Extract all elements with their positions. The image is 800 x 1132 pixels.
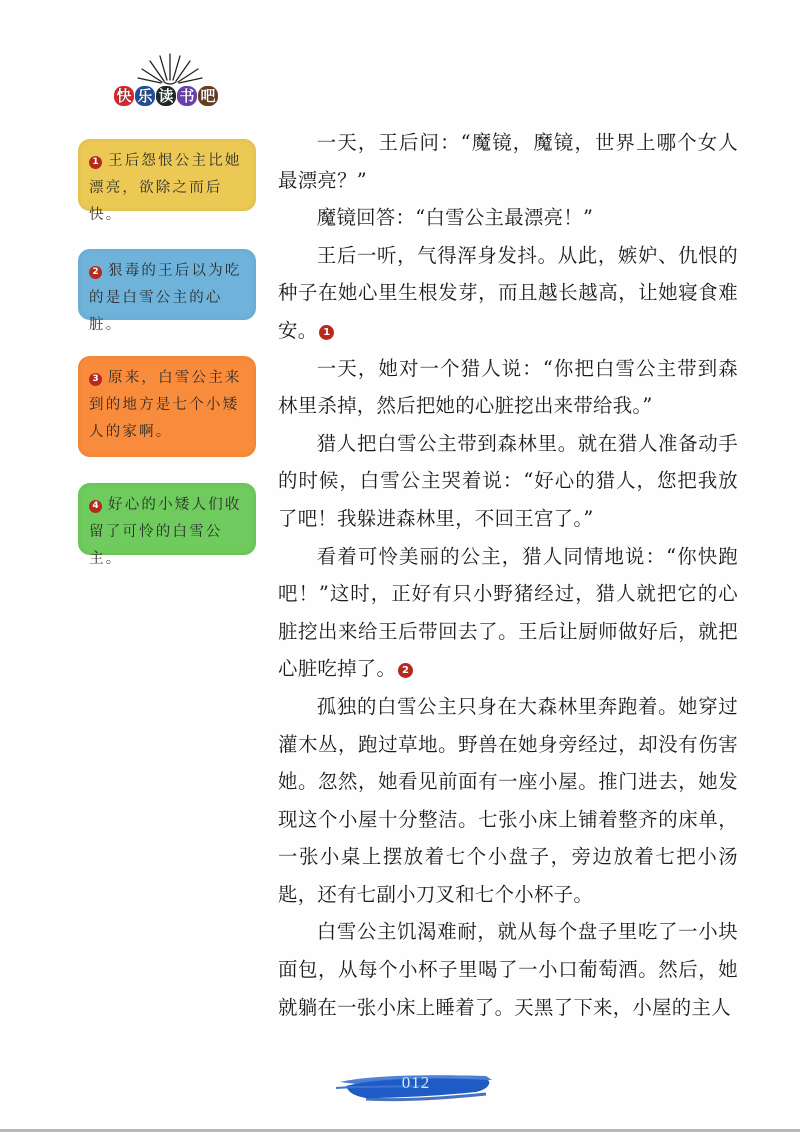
paragraph <box>278 124 738 199</box>
story-text <box>278 124 738 1026</box>
side-note-4 <box>78 483 256 567</box>
paragraph <box>278 425 738 538</box>
paragraph-text: 魔镜回答：“白雪公主最漂亮！” <box>316 206 594 230</box>
note-number-badge: 3 <box>89 373 102 386</box>
paragraph-text: 猎人把白雪公主带到森林里。就在猎人准备动手的时候，白雪公主哭着说：“好心的猎人，您把我放了吧！我躲进森林里，不回王宫了。” <box>278 431 738 530</box>
note-number-badge: 4 <box>89 500 102 513</box>
logo-char: 快 <box>114 86 134 106</box>
logo-char: 书 <box>177 86 197 106</box>
paragraph-text: 王后一听，气得浑身发抖。从此，嫉妒、仇恨的种子在她心里生根发芽，而且越长越高，让她寝食难安。 <box>278 243 738 342</box>
sunrise-rays-icon <box>134 50 206 86</box>
section-logo <box>112 50 232 112</box>
note-marker-2[interactable]: 2 <box>398 663 413 678</box>
note-number-badge: 1 <box>89 156 102 169</box>
page-number-area <box>336 1068 496 1104</box>
logo-char: 乐 <box>135 86 155 106</box>
note-text: 王后怨恨公主比她漂亮，欲除之而后快。 <box>89 153 242 223</box>
note-text: 好心的小矮人们收留了可怜的白雪公主。 <box>89 497 242 567</box>
logo-title <box>114 86 218 106</box>
paragraph <box>278 199 738 237</box>
side-note-1 <box>78 139 256 223</box>
paragraph <box>278 237 738 350</box>
paragraph-text: 白雪公主饥渴难耐，就从每个盘子里吃了一小块面包，从每个小杯子里喝了一小口葡萄酒。然后，她就躺在一张小床上睡着了。天黑了下来，小屋的主人 <box>278 920 738 1019</box>
paragraph <box>278 688 738 914</box>
side-note-3 <box>78 356 256 457</box>
note-number-badge: 2 <box>89 266 102 279</box>
note-text: 狠毒的王后以为吃的是白雪公主的心脏。 <box>89 263 242 333</box>
paragraph-text: 孤独的白雪公主只身在大森林里奔跑着。她穿过灌木丛，跑过草地。野兽在她身旁经过，却没有伤害她。忽然，她看见前面有一座小屋。推门进去，她发现这个小屋十分整洁。七张小床上铺着整齐的床单，一张小桌上摆放着七个小盘子，旁边放着七把小汤匙，还有七副小刀叉和七个小杯子。 <box>278 694 738 906</box>
note-marker-1[interactable]: 1 <box>319 325 334 340</box>
paragraph <box>278 913 738 1026</box>
paragraph-text: 看着可怜美丽的公主，猎人同情地说：“你快跑吧！”这时，正好有只小野猪经过，猎人就把它的心脏挖出来给王后带回去了。王后让厨师做好后，就把心脏吃掉了。 <box>278 544 738 681</box>
paragraph-text: 一天，王后问：“魔镜，魔镜，世界上哪个女人最漂亮？” <box>278 131 738 192</box>
page-number: 012 <box>401 1073 431 1092</box>
note-text: 原来，白雪公主来到的地方是七个小矮人的家啊。 <box>89 370 242 440</box>
logo-char: 读 <box>156 86 176 106</box>
logo-char: 吧 <box>198 86 218 106</box>
paragraph-text: 一天，她对一个猎人说：“你把白雪公主带到森林里杀掉，然后把她的心脏挖出来带给我。” <box>278 356 738 418</box>
paragraph <box>278 538 738 688</box>
side-note-2 <box>78 249 256 333</box>
paragraph <box>278 350 738 425</box>
